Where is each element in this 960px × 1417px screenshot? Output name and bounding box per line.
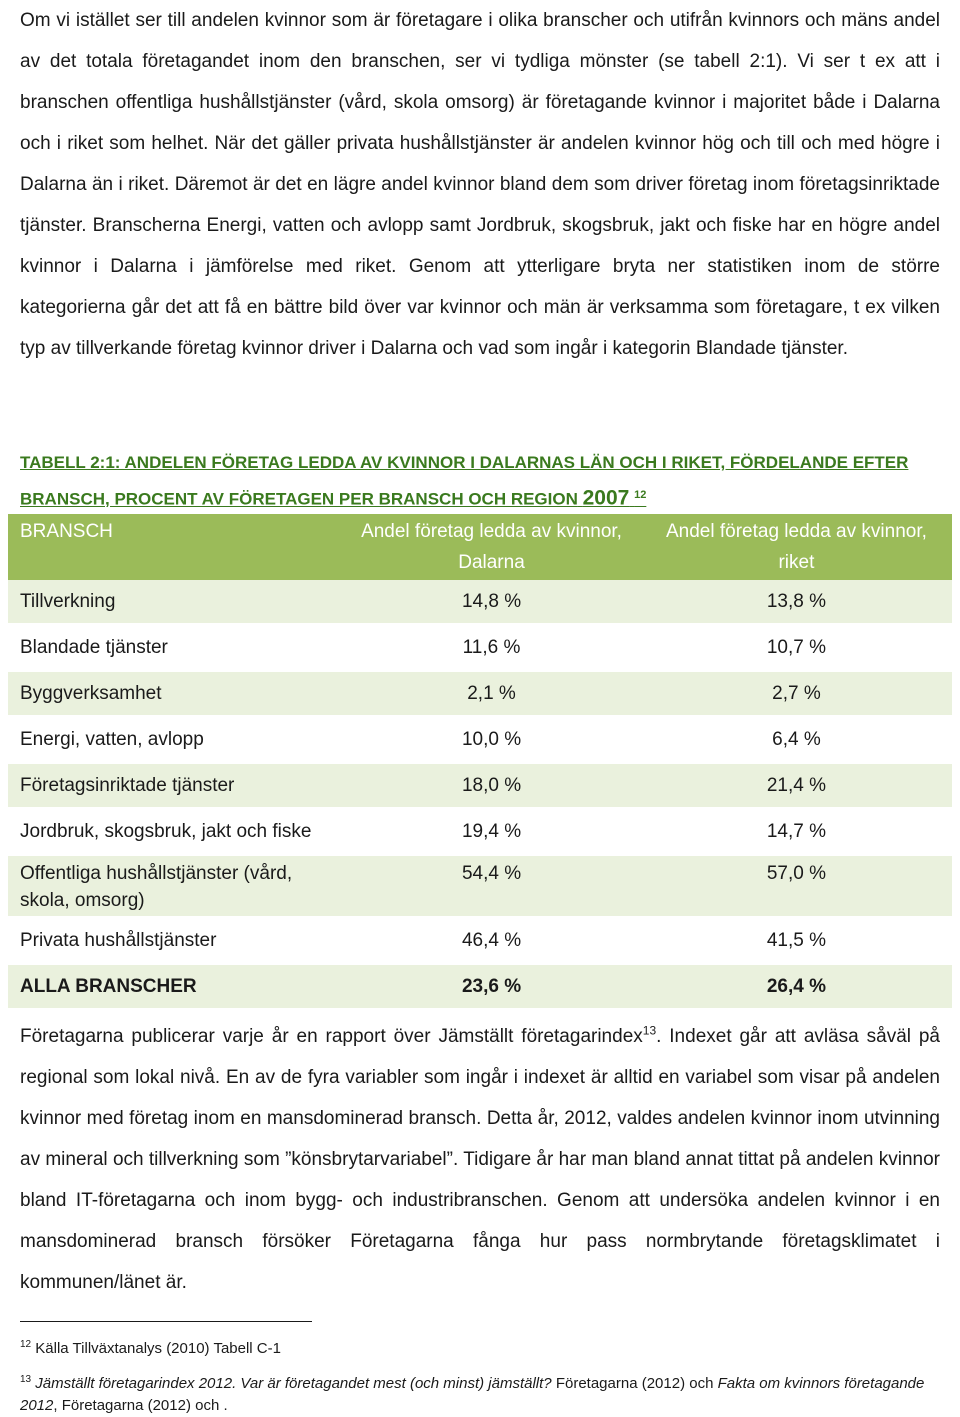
cell-riket: 2,7 % bbox=[641, 671, 952, 717]
cell-riket: 10,7 % bbox=[641, 625, 952, 671]
paragraph2-text-rest: . Indexet går att avläsa såväl på regional som lokal nivå. En av de fyra variabler som ingår i indexet är alltid en variabel som visar på andelen kvinnor med företag inom en mansdominerad bransch. Detta år, 2012, valdes andelen kvinnor inom utvinning av mineral och tillverkning som ”könsbrytarvariabel”. Tidigare år har man bland annat tittat på andelen kvinnor bland IT-företagarna och inom bygg- och industribranschen. Genom att undersöka andelen kvinnor i en mansdominerad bransch försöker Företagarna fånga hur pass normbrytande företagsklimatet i kommunen/länet är. bbox=[20, 1026, 940, 1293]
footnote-number: 12 bbox=[20, 1339, 32, 1350]
table-caption bbox=[20, 447, 940, 516]
footnote-italic-title-2: Fakta om kvinnors företagande 2012 bbox=[20, 1375, 925, 1414]
footnote-text: Företagarna (2012) och bbox=[551, 1375, 718, 1392]
table-row bbox=[8, 809, 952, 855]
paragraph2-text-start: Företagarna publicerar varje år en rapport över Jämställt företagarindex bbox=[20, 1026, 643, 1047]
cell-dalarna: 2,1 % bbox=[342, 671, 641, 717]
cell-bransch: Privata hushållstjänster bbox=[8, 918, 342, 964]
cell-bransch: Byggverksamhet bbox=[8, 671, 342, 717]
cell-bransch: Jordbruk, skogsbruk, jakt och fiske bbox=[8, 809, 342, 855]
cell-dalarna: 18,0 % bbox=[342, 763, 641, 809]
branch-share-table bbox=[8, 514, 952, 1011]
cell-dalarna: 54,4 % bbox=[342, 855, 641, 918]
footnote-13 bbox=[20, 1369, 940, 1417]
cell-bransch: ALLA BRANSCHER bbox=[8, 964, 342, 1010]
cell-riket: 57,0 % bbox=[641, 855, 952, 918]
footnote-12 bbox=[20, 1334, 940, 1360]
cell-bransch: Blandade tjänster bbox=[8, 625, 342, 671]
cell-bransch: Energi, vatten, avlopp bbox=[8, 717, 342, 763]
caption-footnote-ref: 12 bbox=[634, 489, 647, 501]
cell-riket: 41,5 % bbox=[641, 918, 952, 964]
cell-riket: 21,4 % bbox=[641, 763, 952, 809]
header-dalarna: Andel företag ledda av kvinnor, Dalarna bbox=[342, 514, 641, 580]
cell-riket: 13,8 % bbox=[641, 580, 952, 625]
footnote-number: 13 bbox=[20, 1374, 32, 1385]
table-row bbox=[8, 763, 952, 809]
cell-dalarna: 46,4 % bbox=[342, 918, 641, 964]
footnote-ref-13: 13 bbox=[642, 1023, 657, 1038]
cell-bransch: Tillverkning bbox=[8, 580, 342, 625]
cell-dalarna: 14,8 % bbox=[342, 580, 641, 625]
body-paragraph-1: Om vi istället ser till andelen kvinnor som är företagare i olika branscher och utifrån kvinnors och mäns andel av det totala företagandet inom den branschen, ser vi tydliga mönster (se tabell 2:1). Vi ser t ex att i branschen offentliga hushållstjänster (vård, skola omsorg) är företagande kvinnor i majoritet både i Dalarna och i riket som helhet. När det gäller privata hushållstjänster är andelen kvinnor hög och till och med högre i Dalarna än i riket. Däremot är det en lägre andel kvinnor bland dem som driver företag inom företagsinriktade tjänster. Branscherna Energi, vatten och avlopp samt Jordbruk, skogsbruk, jakt och fiske har en högre andel kvinnor i Dalarna i jämförelse med riket. Genom att ytterligare bryta ner statistiken inom de större kategorierna går det att få en bättre bild över var kvinnor och män är verksamma som företagare, t ex vilken typ av tillverkande företag kvinnor driver i Dalarna och vad som ingår i kategorin Blandade tjänster. bbox=[20, 10, 940, 359]
table-total-row bbox=[8, 964, 952, 1010]
cell-riket: 6,4 % bbox=[641, 717, 952, 763]
cell-dalarna: 11,6 % bbox=[342, 625, 641, 671]
footnote-text-end: , Företagarna (2012) och . bbox=[53, 1397, 228, 1414]
cell-dalarna: 10,0 % bbox=[342, 717, 641, 763]
cell-bransch: Företagsinriktade tjänster bbox=[8, 763, 342, 809]
caption-year: 2007 bbox=[582, 486, 630, 510]
caption-text: TABELL 2:1: ANDELEN FÖRETAG LEDDA AV KVINNOR I DALARNAS LÄN OCH I RIKET, FÖRDELANDE EFTER BRANSCH, PROCENT AV FÖRETAGEN PER BRANSCH OCH REGION bbox=[20, 453, 909, 509]
table-row bbox=[8, 580, 952, 625]
table-row bbox=[8, 918, 952, 964]
cell-dalarna: 19,4 % bbox=[342, 809, 641, 855]
header-riket: Andel företag ledda av kvinnor, riket bbox=[641, 514, 952, 580]
cell-riket: 14,7 % bbox=[641, 809, 952, 855]
cell-dalarna: 23,6 % bbox=[342, 964, 641, 1010]
cell-riket: 26,4 % bbox=[641, 964, 952, 1010]
header-bransch: BRANSCH bbox=[8, 514, 342, 580]
body-paragraph-2 bbox=[20, 1016, 940, 1303]
footnote-italic-title-1: Jämställt företagarindex 2012. Var är företagandet mest (och minst) jämställt? bbox=[35, 1375, 552, 1392]
footnote-text: Källa Tillväxtanalys (2010) Tabell C-1 bbox=[35, 1340, 281, 1357]
table-row bbox=[8, 855, 952, 918]
table-row bbox=[8, 717, 952, 763]
table-header-row bbox=[8, 514, 952, 580]
footnote-separator bbox=[20, 1321, 312, 1322]
table-row bbox=[8, 625, 952, 671]
table-row bbox=[8, 671, 952, 717]
cell-bransch: Offentliga hushållstjänster (vård, skola, omsorg) bbox=[8, 855, 342, 918]
